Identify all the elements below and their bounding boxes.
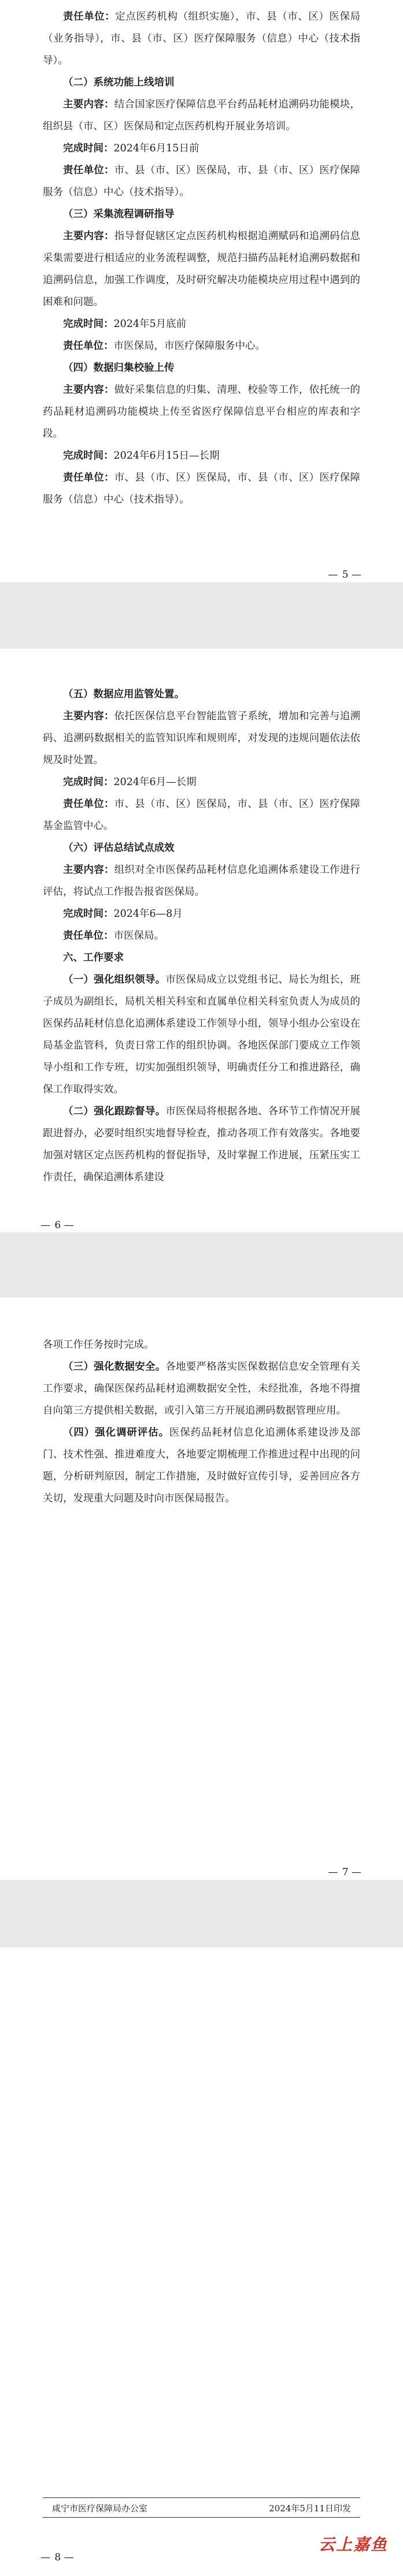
paragraph: 主要内容：结合国家医疗保障信息平台药品耗材追溯码功能模块，组织县（市、区）医保局和定点医药机构开展业务培训。: [43, 99, 361, 132]
section-heading: （五）数据应用监管处置。: [63, 689, 184, 700]
page-number: — 6 —: [40, 1220, 75, 1231]
issue-date: 2024年5月11日印发: [269, 2503, 351, 2514]
chapter-heading: 六、工作要求: [63, 952, 124, 964]
paragraph: 主要内容：做好采集信息的归集、清理、校验等工作，依托统一的药品耗材追溯码功能模块上传至省医疗保障信息平台相应的库表和字段。: [43, 384, 361, 440]
section-heading: （三）采集流程调研指导: [63, 209, 175, 220]
paragraph: （二）强化跟踪督导。市医保局将根据各地、各环节工作情况开展跟进督办，必要时组织实地督导检查，推动各项工作有效落实。各地要加强对辖区定点医药机构的督促指导，及时掌握工作进展，压紧压实工作责任，确保追溯体系建设: [43, 1106, 361, 1183]
paragraph-continued: 各项工作任务按时完成。: [43, 1339, 154, 1351]
paragraph: 责任单位：市、县（市、区）医保局，市、县（市、区）医疗保障基金监管中心。: [43, 798, 361, 832]
paragraph: （四）强化调研评估。医保药品耗材信息化追溯体系建设涉及部门、技术性强、推进难度大，各地要定期梳理工作推进过程中出现的问题，分析研判原因，制定工作措施，及时做好宣传引导，妥善回应各方关切，发现重大问题及时向市医保局报告。: [43, 1427, 361, 1504]
paragraph: 责任单位：市医保局，市医疗保障服务中心。: [63, 340, 265, 352]
section-heading: （二）系统功能上线培训: [63, 77, 175, 88]
document-page-6: [0, 649, 403, 1232]
paragraph: 完成时间：2024年6—8月: [63, 908, 183, 920]
page-number: — 7 —: [328, 1867, 363, 1878]
document-page-8: [0, 1947, 403, 2576]
issuance-line: [52, 2502, 351, 2514]
watermark-logo: 云上嘉鱼: [318, 2535, 388, 2554]
section-heading: （四）数据归集校验上传: [63, 362, 175, 374]
paragraph: 责任单位：市、县（市、区）医保局，市、县（市、区）医疗保障服务（信息）中心（技术指导）。: [43, 165, 361, 198]
paragraph: 完成时间：2024年6月15日—长期: [63, 450, 220, 462]
paragraph: 主要内容：指导督促辖区定点医药机构根据追溯赋码和追溯码信息采集需要进行相适应的业务流程调整，规范扫描药品耗材追溯码数据和追溯码信息，加强工作调度，及时研究解决功能模块应用过程中遇到的困难和问题。: [43, 231, 361, 308]
paragraph: 完成时间：2024年6月—长期: [63, 776, 197, 788]
issuer: 咸宁市医疗保障局办公室: [52, 2503, 148, 2514]
divider: [43, 2517, 360, 2518]
document-page-7: [0, 1298, 403, 1880]
section-heading: （六）评估总结试点成效: [63, 842, 175, 854]
paragraph: （一）强化组织领导。市医保局成立以党组书记、局长为组长，班子成员为副组长，局机关相关科室和直属单位相关科室负责人为成员的医保药品耗材信息化追溯体系建设工作领导小组，领导小组办公室设在局基金监管科，负责日常工作的组织协调。各地医保部门要成立工作领导小组和工作专班，切实加强组织领导，明确责任分工和推进路径，确保工作取得实效。: [43, 974, 361, 1095]
paragraph: 责任单位：市、县（市、区）医保局，市、县（市、区）医疗保障服务（信息）中心（技术指导）。: [43, 472, 361, 505]
page-number: — 5 —: [328, 569, 363, 581]
paragraph: 完成时间：2024年5月底前: [63, 318, 187, 330]
paragraph: （三）强化数据安全。各地要严格落实医保数据信息安全管理有关工作要求，确保医保药品耗材追溯数据安全性，未经批准，各地不得擅自向第三方提供相关数据，或引入第三方开展追溯码数据管理应用。: [43, 1361, 361, 1417]
paragraph: 主要内容：依托医保信息平台智能监管子系统，增加和完善与追溯码、追溯码数据相关的监管知识库和规则库，对发现的违规问题依法依规及时处置。: [43, 711, 361, 766]
document-page-5: [0, 0, 403, 582]
paragraph: 责任单位：市医保局。: [63, 930, 164, 942]
paragraph: 完成时间：2024年6月15日前: [63, 143, 199, 154]
paragraph: 主要内容：组织对全市医保药品耗材信息化追溯体系建设工作进行评估，将试点工作报告报省医保局。: [43, 864, 361, 898]
paragraph: 责任单位：定点医药机构（组织实施），市、县（市、区）医保局（业务指导），市、县（市、区）医疗保障服务（信息）中心（技术指导）。: [43, 11, 361, 66]
divider: [43, 2497, 360, 2498]
page-number: — 8 —: [40, 2552, 75, 2563]
